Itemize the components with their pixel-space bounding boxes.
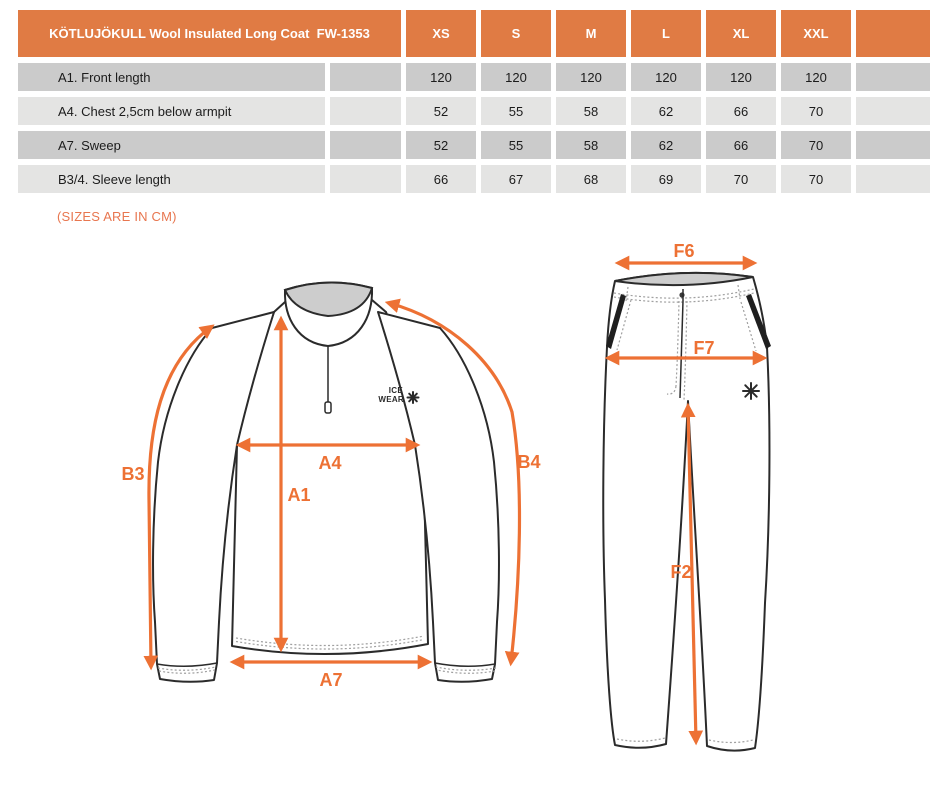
table-value: 120 <box>556 63 626 91</box>
table-value: 58 <box>556 97 626 125</box>
measure-label-f2: F2 <box>670 562 692 582</box>
table-value: 62 <box>631 97 701 125</box>
table-value: 66 <box>406 165 476 193</box>
table-value: 67 <box>481 165 551 193</box>
table-trailing-cell <box>856 165 930 193</box>
table-value: 120 <box>481 63 551 91</box>
measure-label-a4: A4 <box>318 453 342 473</box>
measure-label-a7: A7 <box>319 670 343 690</box>
measure-label-f6: F6 <box>673 243 695 261</box>
measure-label-a1: A1 <box>287 485 311 505</box>
size-header-xs: XS <box>406 10 476 57</box>
size-header-empty <box>856 10 930 57</box>
row-label: A1. Front length <box>18 63 325 91</box>
row-spacer-cell <box>330 97 401 125</box>
measure-label-b4: B4 <box>517 452 541 472</box>
table-value: 70 <box>781 165 851 193</box>
table-title: KÖTLUJÖKULL Wool Insulated Long Coat FW-1353 <box>18 10 401 57</box>
snowflake-icon <box>743 383 759 399</box>
size-header-xl: XL <box>706 10 776 57</box>
table-value: 66 <box>706 131 776 159</box>
table-trailing-cell <box>856 63 930 91</box>
size-table <box>18 10 930 193</box>
size-header-m: M <box>556 10 626 57</box>
size-header-l: L <box>631 10 701 57</box>
row-spacer-cell <box>330 63 401 91</box>
table-value: 69 <box>631 165 701 193</box>
table-value: 58 <box>556 131 626 159</box>
table-value: 52 <box>406 97 476 125</box>
table-value: 66 <box>706 97 776 125</box>
row-spacer-cell <box>330 131 401 159</box>
table-value: 70 <box>781 97 851 125</box>
brand-logo-line1: ICE <box>388 386 403 395</box>
brand-logo-line2: WEAR <box>378 395 404 404</box>
measure-label-f7: F7 <box>693 338 715 358</box>
sizes-unit-note: (SIZES ARE IN CM) <box>57 209 177 224</box>
table-value: 120 <box>781 63 851 91</box>
table-value: 120 <box>406 63 476 91</box>
table-value: 55 <box>481 131 551 159</box>
size-header-s: S <box>481 10 551 57</box>
table-value: 120 <box>706 63 776 91</box>
size-header-xxl: XXL <box>781 10 851 57</box>
table-trailing-cell <box>856 131 930 159</box>
table-value: 70 <box>781 131 851 159</box>
table-value: 52 <box>406 131 476 159</box>
table-value: 55 <box>481 97 551 125</box>
table-value: 70 <box>706 165 776 193</box>
row-label: A7. Sweep <box>18 131 325 159</box>
coat-measurement-diagram <box>100 250 560 720</box>
measure-label-b3: B3 <box>121 464 145 484</box>
row-label: B3/4. Sleeve length <box>18 165 325 193</box>
table-value: 62 <box>631 131 701 159</box>
waist-button <box>679 292 684 297</box>
row-spacer-cell <box>330 165 401 193</box>
table-value: 120 <box>631 63 701 91</box>
table-value: 68 <box>556 165 626 193</box>
pants-measurement-diagram <box>595 243 780 760</box>
snowflake-icon <box>408 392 419 403</box>
row-label: A4. Chest 2,5cm below armpit <box>18 97 325 125</box>
table-trailing-cell <box>856 97 930 125</box>
